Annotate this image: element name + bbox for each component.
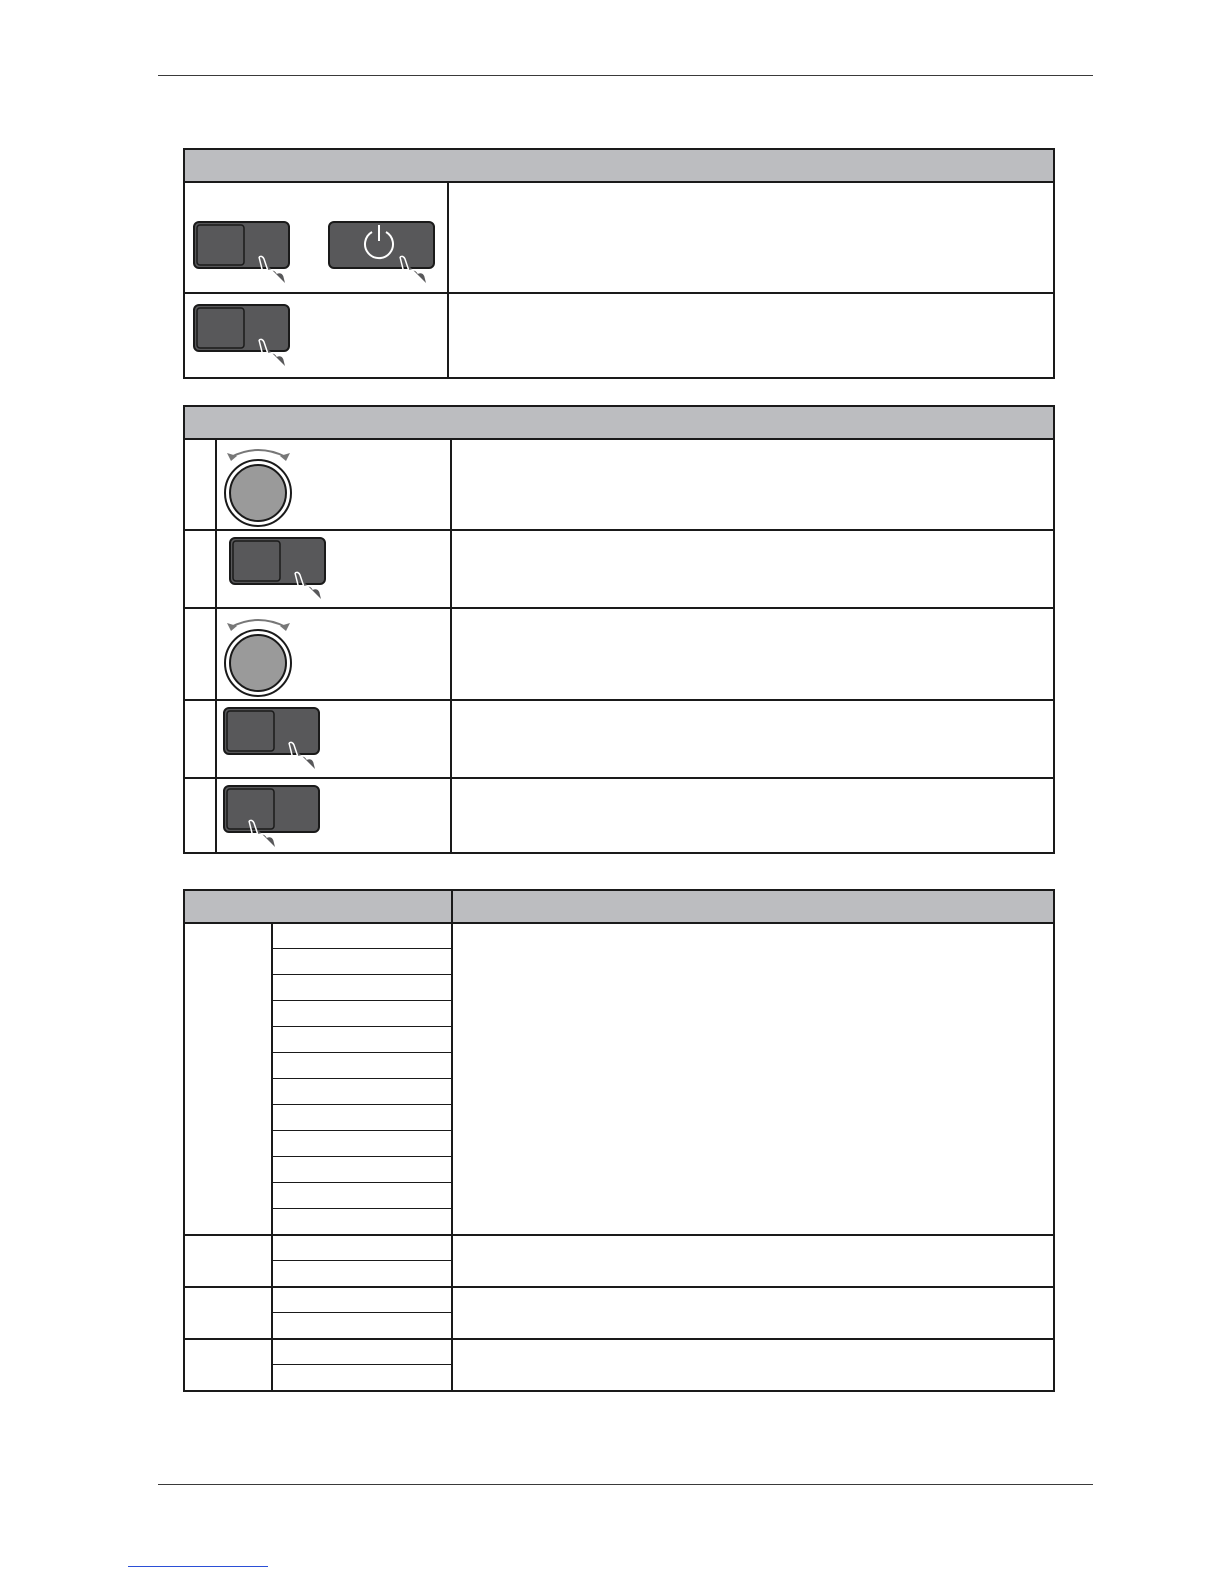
touch-button-icon [193, 304, 293, 374]
sub-row-divider [271, 1000, 451, 1001]
rotary-knob-icon [221, 615, 296, 697]
sub-row-divider [271, 948, 451, 949]
group-column-divider [271, 922, 273, 1392]
sub-row-divider [271, 1078, 451, 1079]
column-divider [450, 438, 452, 854]
header-column-divider [451, 891, 453, 924]
row-divider [185, 292, 1053, 294]
index-column-divider [215, 438, 217, 854]
table-settings-list [183, 889, 1055, 1392]
column-divider [447, 181, 449, 379]
row-divider [185, 777, 1053, 779]
sub-row-divider [271, 1260, 451, 1261]
sub-row-divider [271, 1130, 451, 1131]
rotary-knob-icon [221, 445, 296, 527]
touch-button-icon [229, 537, 329, 607]
footer-link[interactable] [128, 1566, 268, 1567]
touch-button-icon [223, 785, 323, 855]
power-button-icon [328, 221, 436, 291]
row-divider [185, 607, 1053, 609]
sub-row-divider [271, 974, 451, 975]
value-column-divider [451, 922, 453, 1392]
header-rule [158, 75, 1093, 76]
touch-button-icon [223, 707, 323, 777]
row-divider [185, 529, 1053, 531]
table-power-controls [183, 148, 1055, 379]
footer-rule [158, 1484, 1093, 1485]
group-divider [185, 1338, 1053, 1340]
table-setting-controls [183, 405, 1055, 854]
table-header [185, 150, 1053, 183]
table-header [185, 891, 1053, 924]
sub-row-divider [271, 1364, 451, 1365]
sub-row-divider [271, 1182, 451, 1183]
group-divider [185, 1234, 1053, 1236]
group-divider [185, 1286, 1053, 1288]
sub-row-divider [271, 1104, 451, 1105]
sub-row-divider [271, 1208, 451, 1209]
table-header [185, 407, 1053, 440]
sub-row-divider [271, 1312, 451, 1313]
row-divider [185, 699, 1053, 701]
sub-row-divider [271, 1052, 451, 1053]
sub-row-divider [271, 1026, 451, 1027]
sub-row-divider [271, 1156, 451, 1157]
touch-button-icon [193, 221, 293, 291]
